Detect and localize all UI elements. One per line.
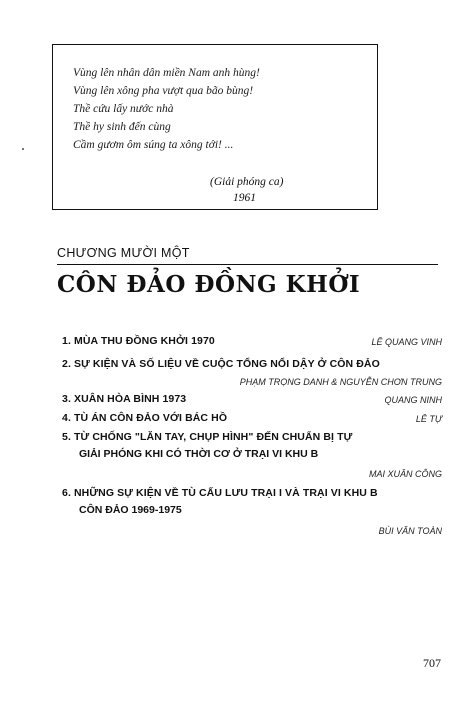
epigraph-year: 1961 bbox=[233, 192, 256, 204]
epigraph-line: Vùng lên nhân dân miền Nam anh hùng! bbox=[73, 67, 260, 79]
epigraph-line: Thề hy sinh đến cùng bbox=[73, 121, 171, 133]
toc-item-6-continued: CÔN ĐẢO 1969-1975 bbox=[79, 504, 182, 516]
page-number: 707 bbox=[423, 656, 441, 670]
epigraph-line: Cầm gươm ôm súng ta xông tới! ... bbox=[73, 139, 234, 151]
margin-mark bbox=[22, 148, 24, 150]
toc-author-3: QUANG NINH bbox=[384, 395, 442, 405]
chapter-divider bbox=[57, 264, 438, 265]
chapter-label: CHƯƠNG MƯỜI MỘT bbox=[57, 246, 190, 260]
epigraph-source: (Giải phóng ca) bbox=[210, 176, 284, 188]
toc-author-4: LÊ TỰ bbox=[415, 414, 442, 424]
chapter-title: CÔN ĐẢO ĐỒNG KHỞI bbox=[57, 271, 361, 298]
toc-author-6: BÙI VĂN TOÀN bbox=[378, 526, 442, 536]
toc-item-3: 3. XUÂN HÒA BÌNH 1973 bbox=[62, 393, 187, 405]
toc-author-5: MAI XUÂN CÔNG bbox=[368, 469, 442, 479]
toc-author-2: PHẠM TRỌNG DANH & NGUYỄN CHƠN TRUNG bbox=[239, 377, 442, 387]
epigraph-box bbox=[52, 44, 378, 210]
epigraph-line: Thề cứu lấy nước nhà bbox=[73, 103, 174, 115]
toc-item-1: 1. MÙA THU ĐỒNG KHỞI 1970 bbox=[62, 335, 215, 347]
toc-item-5-continued: GIẢI PHÓNG KHI CÓ THỜI CƠ Ở TRẠI VI KHU B bbox=[79, 448, 319, 460]
toc-item-5: 5. TỪ CHỐNG "LĂN TAY, CHỤP HÌNH" ĐẾN CHUẨN BỊ TỰ bbox=[62, 431, 353, 443]
toc-item-4: 4. TÙ ÁN CÔN ĐẢO VỚI BÁC HỒ bbox=[62, 412, 228, 424]
toc-item-6: 6. NHỮNG SỰ KIỆN VỀ TÙ CẤU LƯU TRẠI I VÀ TRẠI VI KHU B bbox=[62, 487, 378, 499]
toc-author-1: LÊ QUANG VINH bbox=[371, 337, 442, 347]
epigraph-line: Vùng lên xông pha vượt qua bão bùng! bbox=[73, 85, 254, 97]
toc-item-2: 2. SỰ KIỆN VÀ SỐ LIỆU VỀ CUỘC TỔNG NỔI DẬY Ở CÔN ĐẢO bbox=[62, 358, 380, 370]
